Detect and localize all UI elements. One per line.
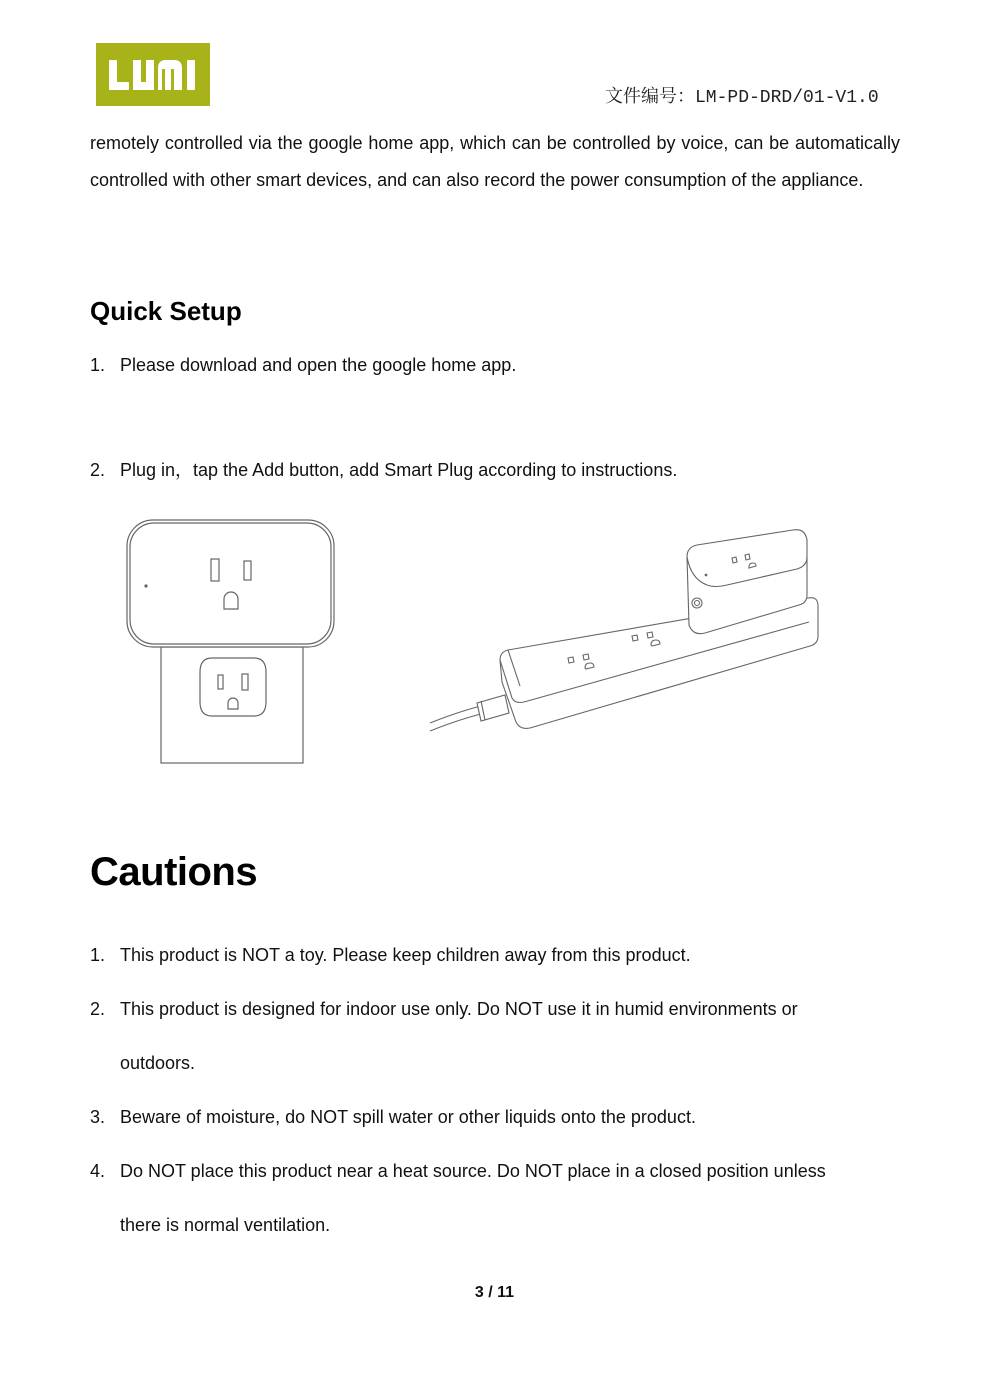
setup-step-1	[90, 355, 516, 376]
smart-plug-power-strip-illustration	[425, 525, 825, 755]
smart-plug-wall-illustration	[120, 512, 340, 777]
intro-paragraph: remotely controlled via the google home app, which can be controlled by voice, can be automatically controlled with other smart devices, and can also record the power consumption of the appliance.	[90, 133, 900, 190]
power-strip-icon	[425, 525, 825, 750]
step-text: Plug in，tap the Add button, add Smart Plug according to instructions.	[120, 460, 678, 480]
caution-text: This product is designed for indoor use only. Do NOT use it in humid environments or	[120, 999, 798, 1019]
caution-item-2-continuation: outdoors.	[120, 1053, 196, 1073]
caution-item-2	[90, 999, 798, 1020]
document-number: 文件编号：LM-PD-DRD/01-V1.0	[605, 88, 879, 108]
caution-item-4-continuation: there is normal ventilation.	[120, 1215, 331, 1235]
lumi-logo	[96, 43, 210, 106]
caution-item-4	[90, 1161, 826, 1182]
setup-step-2	[90, 456, 677, 482]
caution-number: 4.	[90, 1161, 106, 1181]
step-text: Please download and open the google home app.	[120, 355, 517, 375]
quick-setup-heading: Quick Setup	[90, 296, 242, 326]
step-number: 1.	[90, 355, 106, 375]
caution-item-3	[90, 1107, 696, 1128]
caution-item-1	[90, 945, 691, 966]
lumi-logo-icon	[96, 43, 210, 106]
step-number: 2.	[90, 460, 106, 480]
caution-number: 2.	[90, 999, 106, 1019]
caution-text: Do NOT place this product near a heat source. Do NOT place in a closed position unless	[120, 1161, 826, 1181]
page-indicator: 3 / 11	[474, 1284, 515, 1301]
caution-text: This product is NOT a toy. Please keep children away from this product.	[120, 945, 691, 965]
smart-plug-wall-icon	[120, 512, 340, 772]
caution-text: Beware of moisture, do NOT spill water or other liquids onto the product.	[120, 1107, 696, 1127]
caution-number: 3.	[90, 1107, 106, 1127]
cautions-heading: Cautions	[90, 850, 258, 894]
caution-number: 1.	[90, 945, 106, 965]
